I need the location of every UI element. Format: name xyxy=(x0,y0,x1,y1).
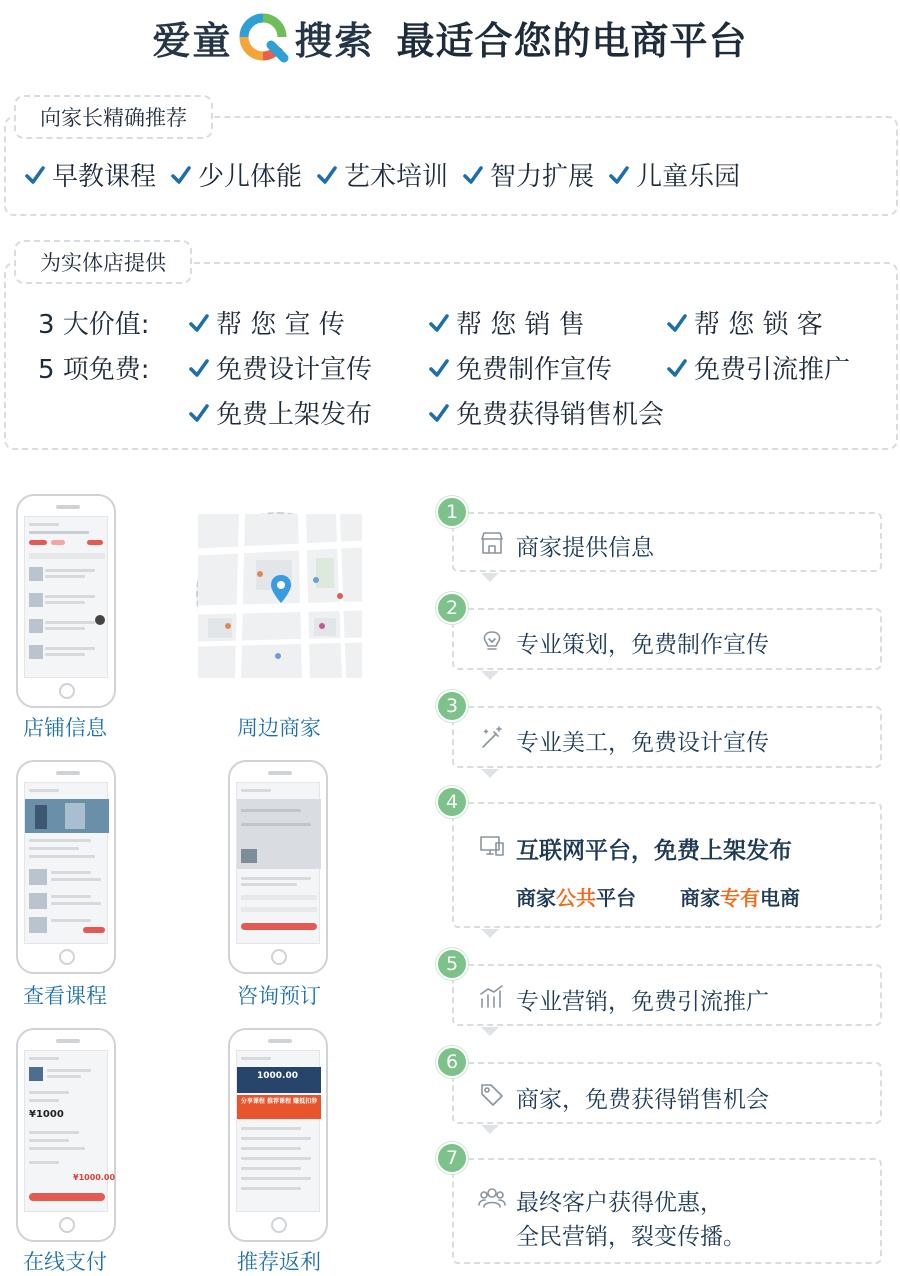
step-6-box xyxy=(452,1062,882,1124)
step-6-number: 6 xyxy=(436,1046,468,1078)
check-icon xyxy=(188,402,210,424)
step-1-number: 1 xyxy=(436,496,468,528)
step-4-private-ecommerce: 商家专有电商 xyxy=(680,886,800,910)
values-label: 3 大价值: xyxy=(38,310,150,340)
check-icon xyxy=(170,164,192,186)
step-2-number: 2 xyxy=(436,592,468,624)
reward-banner: 分享课程 推荐课程 赚抵扣券 xyxy=(240,1098,318,1105)
value-item: 帮 您 销 售 xyxy=(428,304,585,341)
step-arrow xyxy=(481,1125,499,1134)
category-item: 儿童乐园 xyxy=(608,156,740,193)
category-item: 少儿体能 xyxy=(170,156,302,193)
caption-consult: 咨询预订 xyxy=(237,984,321,1008)
free-item: 免费制作宣传 xyxy=(428,349,612,386)
free-item: 免费引流推广 xyxy=(666,349,850,386)
phone-online-payment xyxy=(16,1028,116,1242)
phone-screen xyxy=(236,782,320,944)
step-6-text: 商家，免费获得销售机会 xyxy=(516,1087,769,1113)
step-1-text: 商家提供信息 xyxy=(516,535,654,561)
slogan: 最适合您的电商平台 xyxy=(396,18,748,63)
phone-home-button xyxy=(271,1217,287,1233)
phone-speaker xyxy=(268,771,292,775)
caption-store-info: 店铺信息 xyxy=(23,716,107,740)
header xyxy=(0,8,900,66)
step-arrow xyxy=(481,1027,499,1036)
check-icon xyxy=(188,312,210,334)
phone-speaker xyxy=(56,505,80,509)
step-7-text-line1: 最终客户获得优惠， xyxy=(516,1190,723,1216)
phone-view-courses xyxy=(16,760,116,974)
step-4-public-platform: 商家公共平台 xyxy=(516,886,636,910)
brand-name-right: 搜索 xyxy=(294,18,375,63)
phone-referral-rebate xyxy=(228,1028,328,1242)
phone-screen xyxy=(24,516,108,678)
step-2-box xyxy=(452,608,882,670)
category-item: 艺术培训 xyxy=(316,156,448,193)
store-section-tag: 为实体店提供 xyxy=(14,240,192,284)
users-icon xyxy=(478,1184,506,1212)
phone-home-button xyxy=(59,949,75,965)
check-icon xyxy=(188,357,210,379)
step-7-number: 7 xyxy=(436,1142,468,1174)
check-icon xyxy=(462,164,484,186)
caption-referral: 推荐返利 xyxy=(237,1250,321,1274)
phone-speaker xyxy=(56,1039,80,1043)
phone-store-info xyxy=(16,494,116,708)
step-4-box xyxy=(452,802,882,928)
step-5-number: 5 xyxy=(436,948,468,980)
phone-home-button xyxy=(271,949,287,965)
category-item: 早教课程 xyxy=(24,156,156,193)
magic-wand-icon xyxy=(478,724,506,752)
phone-screen xyxy=(24,782,108,944)
step-7-box xyxy=(452,1158,882,1264)
search-logo-icon xyxy=(238,12,288,62)
check-icon xyxy=(608,164,630,186)
check-icon xyxy=(316,164,338,186)
caption-online-payment: 在线支付 xyxy=(23,1250,107,1274)
phone-consult-booking xyxy=(228,760,328,974)
step-arrow xyxy=(481,929,499,938)
free-label: 5 项免费: xyxy=(38,355,150,385)
caption-view-courses: 查看课程 xyxy=(23,984,107,1008)
pay-total: ¥1000.00 xyxy=(73,1173,116,1182)
value-item: 帮 您 宣 传 xyxy=(188,304,345,341)
step-5-box xyxy=(452,964,882,1026)
step-4-number: 4 xyxy=(436,786,468,818)
check-icon xyxy=(666,312,688,334)
pay-amount: ¥1000 xyxy=(29,1109,64,1120)
step-5-text: 专业营销，免费引流推广 xyxy=(516,989,769,1015)
parents-category-list xyxy=(24,156,740,193)
check-icon xyxy=(24,164,46,186)
category-item: 智力扩展 xyxy=(462,156,594,193)
step-1-box xyxy=(452,512,882,572)
phone-speaker xyxy=(56,771,80,775)
step-3-text: 专业美工，免费设计宣传 xyxy=(516,730,769,756)
step-7-text-line2: 全民营销，裂变传播。 xyxy=(516,1224,746,1250)
phone-home-button xyxy=(59,1217,75,1233)
caption-nearby: 周边商家 xyxy=(237,716,321,740)
free-item: 免费获得销售机会 xyxy=(428,394,664,431)
step-arrow xyxy=(481,573,499,582)
brand-name-left: 爱童 xyxy=(152,18,233,63)
check-icon xyxy=(428,402,450,424)
parents-section-tag: 向家长精确推荐 xyxy=(14,95,213,139)
phone-screen xyxy=(236,1050,320,1212)
check-icon xyxy=(666,357,688,379)
step-2-text: 专业策划，免费制作宣传 xyxy=(516,632,769,658)
step-arrow xyxy=(481,671,499,680)
location-pin-icon xyxy=(270,574,292,604)
chart-icon xyxy=(478,983,506,1011)
tag-icon xyxy=(478,1081,506,1109)
lightbulb-icon xyxy=(478,626,506,654)
devices-icon xyxy=(478,832,506,860)
phone-speaker xyxy=(268,1039,292,1043)
check-icon xyxy=(428,357,450,379)
nearby-merchants-map xyxy=(196,512,360,676)
step-3-number: 3 xyxy=(436,690,468,722)
pay-button[interactable] xyxy=(29,1193,105,1201)
free-item: 免费设计宣传 xyxy=(188,349,372,386)
check-icon xyxy=(428,312,450,334)
step-arrow xyxy=(481,769,499,778)
step-4-text: 互联网平台，免费上架发布 xyxy=(516,838,792,864)
phone-home-button xyxy=(59,683,75,699)
shop-icon xyxy=(478,529,506,557)
value-item: 帮 您 锁 客 xyxy=(666,304,823,341)
reward-amount: 1000.00 xyxy=(257,1071,298,1081)
free-item: 免费上架发布 xyxy=(188,394,372,431)
step-3-box xyxy=(452,706,882,768)
phone-screen xyxy=(24,1050,116,1212)
